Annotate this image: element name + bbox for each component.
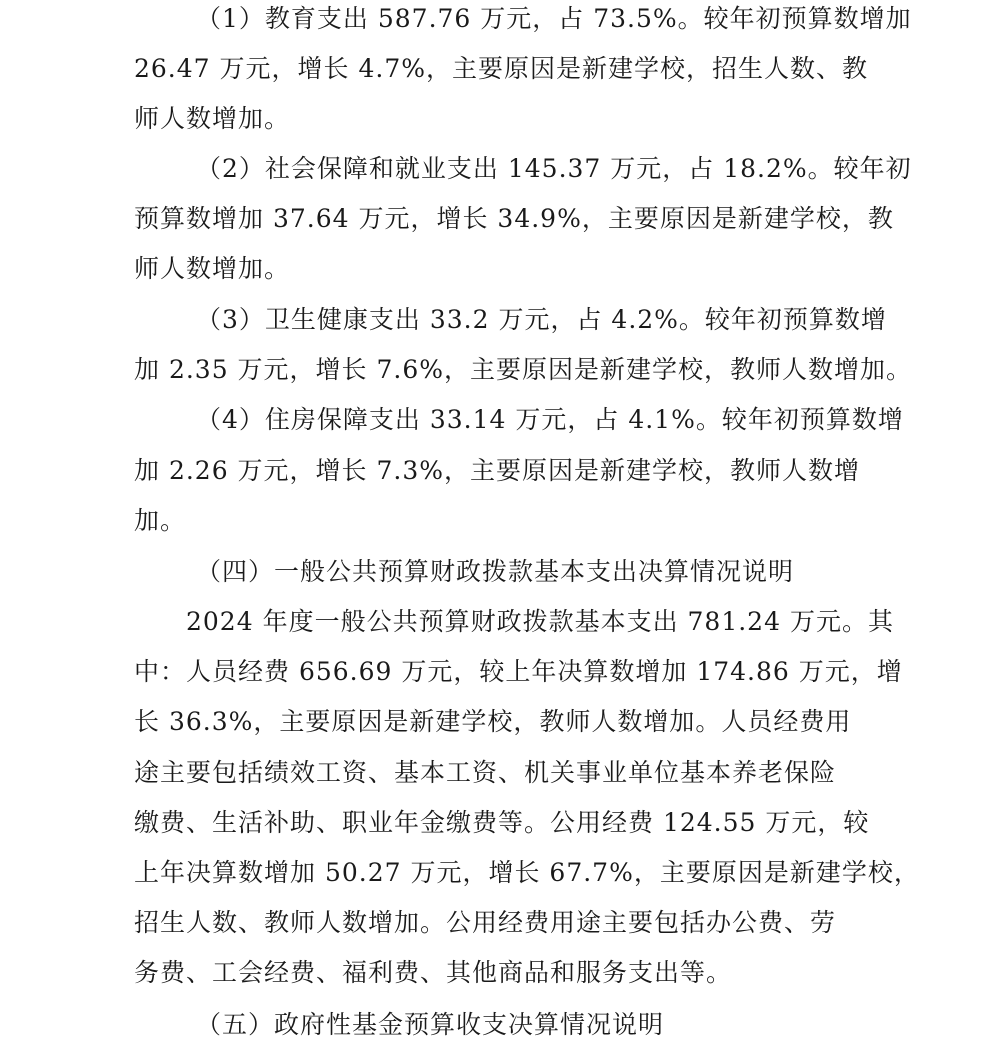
paragraph-1-line-2: 26.47 万元，增长 4.7%，主要原因是新建学校，招生人数、教 bbox=[134, 54, 868, 83]
paragraph-6-line-5: 缴费、生活补助、职业年金缴费等。公用经费 124.55 万元，较 bbox=[134, 808, 870, 837]
paragraph-4-line-3: 加。 bbox=[134, 506, 187, 535]
paragraph-6-line-8: 务费、工会经费、福利费、其他商品和服务支出等。 bbox=[134, 958, 733, 987]
paragraph-2-line-3: 师人数增加。 bbox=[134, 254, 291, 283]
paragraph-4-line-2: 加 2.26 万元，增长 7.3%，主要原因是新建学校，教师人数增 bbox=[134, 456, 861, 485]
paragraph-6-line-6: 上年决算数增加 50.27 万元，增长 67.7%，主要原因是新建学校， bbox=[134, 858, 920, 887]
paragraph-2-line-1: （2）社会保障和就业支出 145.37 万元，占 18.2%。较年初 bbox=[196, 154, 912, 183]
section-heading-5: （五）政府性基金预算收支决算情况说明 bbox=[196, 1010, 665, 1039]
paragraph-6-line-1: 2024 年度一般公共预算财政拨款基本支出 781.24 万元。其 bbox=[186, 607, 894, 636]
paragraph-3-line-2: 加 2.35 万元，增长 7.6%，主要原因是新建学校，教师人数增加。 bbox=[134, 355, 913, 384]
paragraph-1-line-3: 师人数增加。 bbox=[134, 104, 291, 133]
paragraph-6-line-3: 长 36.3%，主要原因是新建学校，教师人数增加。人员经费用 bbox=[134, 707, 852, 736]
paragraph-3-line-1: （3）卫生健康支出 33.2 万元，占 4.2%。较年初预算数增 bbox=[196, 305, 887, 334]
paragraph-2-line-2: 预算数增加 37.64 万元，增长 34.9%，主要原因是新建学校，教 bbox=[134, 204, 894, 233]
paragraph-1-line-1: （1）教育支出 587.76 万元，占 73.5%。较年初预算数增加 bbox=[196, 4, 912, 33]
section-heading-4: （四）一般公共预算财政拨款基本支出决算情况说明 bbox=[196, 557, 795, 586]
paragraph-4-line-1: （4）住房保障支出 33.14 万元，占 4.1%。较年初预算数增 bbox=[196, 405, 904, 434]
paragraph-6-line-4: 途主要包括绩效工资、基本工资、机关事业单位基本养老保险 bbox=[134, 758, 837, 787]
paragraph-6-line-2: 中：人员经费 656.69 万元，较上年决算数增加 174.86 万元，增 bbox=[134, 657, 903, 686]
paragraph-6-line-7: 招生人数、教师人数增加。公用经费用途主要包括办公费、劳 bbox=[134, 908, 837, 937]
